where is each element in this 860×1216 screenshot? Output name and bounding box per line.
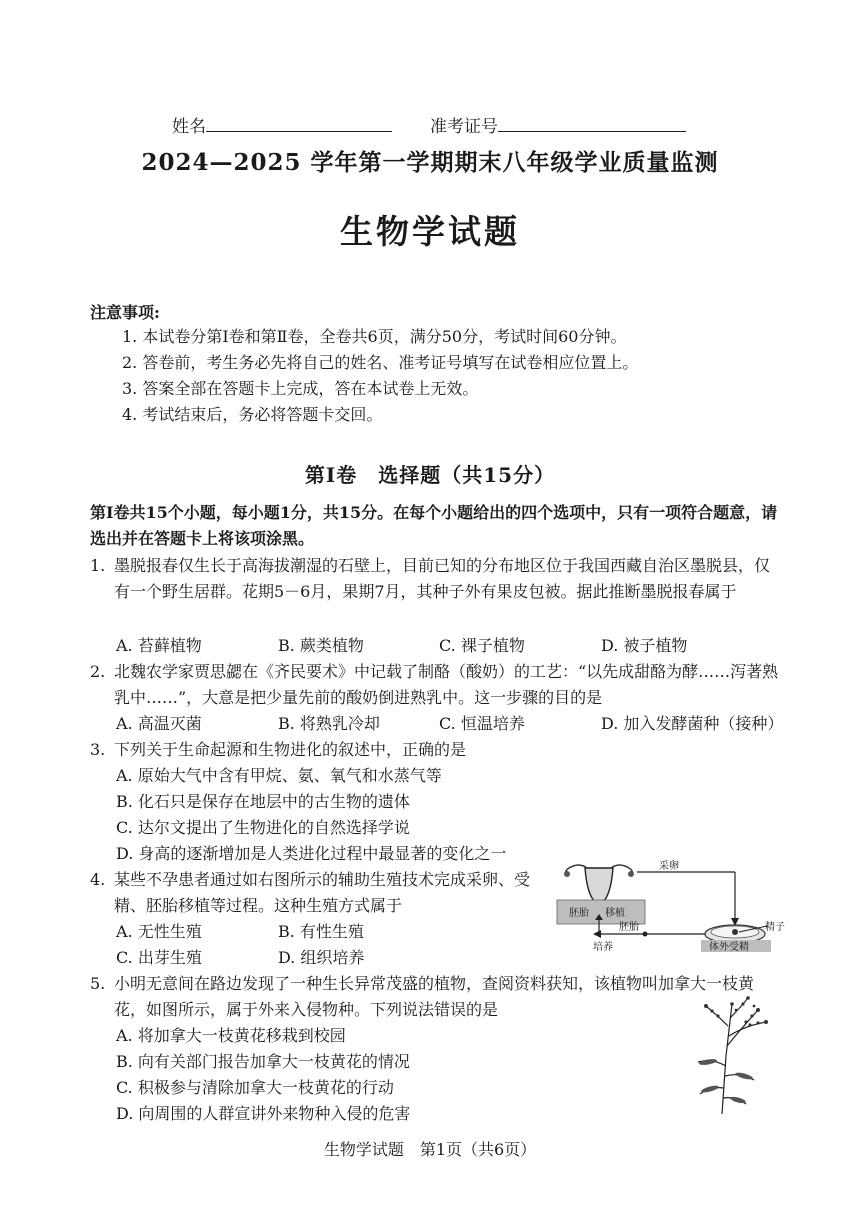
option-b[interactable]: B. 蕨类植物 xyxy=(278,636,364,655)
option-d[interactable]: D. 加入发酵菌种（接种） xyxy=(601,714,784,733)
section-title: 第Ⅰ卷 选择题（共15分） xyxy=(304,463,556,487)
option-c[interactable]: C. 出芽生殖 xyxy=(116,948,202,967)
option-c[interactable]: C. 达尔文提出了生物进化的自然选择学说 xyxy=(116,818,410,837)
option-a[interactable]: A. 将加拿大一枝黄花移栽到校园 xyxy=(116,1026,346,1045)
ivf-label: 体外受精 xyxy=(709,942,749,952)
notice-item: 4. 考试结束后，务必将答题卡交回。 xyxy=(122,405,383,424)
question-number: 5. xyxy=(90,974,106,993)
notice-item: 3. 答案全部在答题卡上完成，答在本试卷上无效。 xyxy=(122,379,479,398)
ivf-label: 精子 xyxy=(765,922,785,933)
question-1 xyxy=(90,553,780,605)
notice-title: 注意事项: xyxy=(90,303,160,322)
option-a[interactable]: A. 原始大气中含有甲烷、氨、氧气和水蒸气等 xyxy=(116,766,442,785)
question-text: 某些不孕患者通过如右图所示的辅助生殖技术完成采卵、受精、胚胎移植等过程。这种生殖方式属于 xyxy=(114,870,531,915)
goldenrod-plant-image xyxy=(688,996,778,1116)
option-d[interactable]: D. 组织培养 xyxy=(278,948,365,967)
name-blank[interactable] xyxy=(206,113,392,132)
question-text: 北魏农学家贾思勰在《齐民要术》中记载了制酪（酸奶）的工艺：“以先成甜酪为酵……泻著熟乳中……”，大意是把少量先前的酸奶倒进熟乳中。这一步骤的目的是 xyxy=(114,662,779,707)
question-number: 4. xyxy=(90,870,106,889)
ivf-label: 采卵 xyxy=(659,861,679,872)
option-a[interactable]: A. 无性生殖 xyxy=(116,922,202,941)
question-text: 墨脱报春仅生长于高海拔潮湿的石壁上，目前已知的分布地区位于我国西藏自治区墨脱县，仅有一个野生居群。花期5－6月，果期7月，其种子外有果皮包被。据此推断墨脱报春属于 xyxy=(114,556,771,601)
option-d[interactable]: D. 向周围的人群宣讲外来物种入侵的危害 xyxy=(116,1104,411,1123)
ivf-label: 移植 xyxy=(605,908,625,919)
question-5 xyxy=(90,971,780,1023)
option-d[interactable]: D. 被子植物 xyxy=(601,636,688,655)
question-2 xyxy=(90,659,780,711)
question-number: 3. xyxy=(90,740,106,759)
option-b[interactable]: B. 向有关部门报告加拿大一枝黄花的情况 xyxy=(116,1052,410,1071)
ivf-diagram xyxy=(555,860,790,952)
question-text: 小明无意间在路边发现了一种生长异常茂盛的植物，查阅资料获知，该植物叫加拿大一枝黄花，如图所示，属于外来入侵物种。下列说法错误的是 xyxy=(114,974,755,1019)
subject-title: 生物学试题 xyxy=(340,212,520,251)
option-c[interactable]: C. 恒温培养 xyxy=(439,714,525,733)
option-c[interactable]: C. 裸子植物 xyxy=(439,636,525,655)
option-c[interactable]: C. 积极参与清除加拿大一枝黄花的行动 xyxy=(116,1078,394,1097)
exam-id-label: 准考证号 xyxy=(430,117,498,137)
ivf-label: 胚胎 xyxy=(619,922,639,933)
notice-item: 1. 本试卷分第Ⅰ卷和第Ⅱ卷，全卷共6页，满分50分，考试时间60分钟。 xyxy=(122,327,627,346)
ivf-label: 培养 xyxy=(593,942,613,952)
option-a[interactable]: A. 苔藓植物 xyxy=(116,636,202,655)
question-number: 2. xyxy=(90,662,106,681)
exam-id-blank[interactable] xyxy=(498,113,686,132)
option-b[interactable]: B. 有性生殖 xyxy=(278,922,364,941)
exam-title: 2024—2025 学年第一学期期末八年级学业质量监测 xyxy=(141,149,719,176)
option-a[interactable]: A. 高温灭菌 xyxy=(116,714,202,733)
question-number: 1. xyxy=(90,556,106,575)
question-4 xyxy=(90,867,550,919)
ivf-label: 胚胎 xyxy=(569,908,589,919)
question-3 xyxy=(90,737,780,763)
page-footer: 生物学试题 第1页（共6页） xyxy=(323,1140,537,1159)
name-label: 姓名 xyxy=(172,117,206,137)
option-b[interactable]: B. 化石只是保存在地层中的古生物的遗体 xyxy=(116,792,410,811)
notice-item: 2. 答卷前，考生务必先将自己的姓名、准考证号填写在试卷相应位置上。 xyxy=(122,353,639,372)
section-intro: 第Ⅰ卷共15个小题，每小题1分，共15分。在每个小题给出的四个选项中，只有一项符合题意，请选出并在答题卡上将该项涂黑。 xyxy=(90,503,778,548)
option-b[interactable]: B. 将熟乳冷却 xyxy=(278,714,380,733)
option-d[interactable]: D. 身高的逐渐增加是人类进化过程中最显著的变化之一 xyxy=(116,844,507,863)
question-text: 下列关于生命起源和生物进化的叙述中，正确的是 xyxy=(114,740,467,759)
